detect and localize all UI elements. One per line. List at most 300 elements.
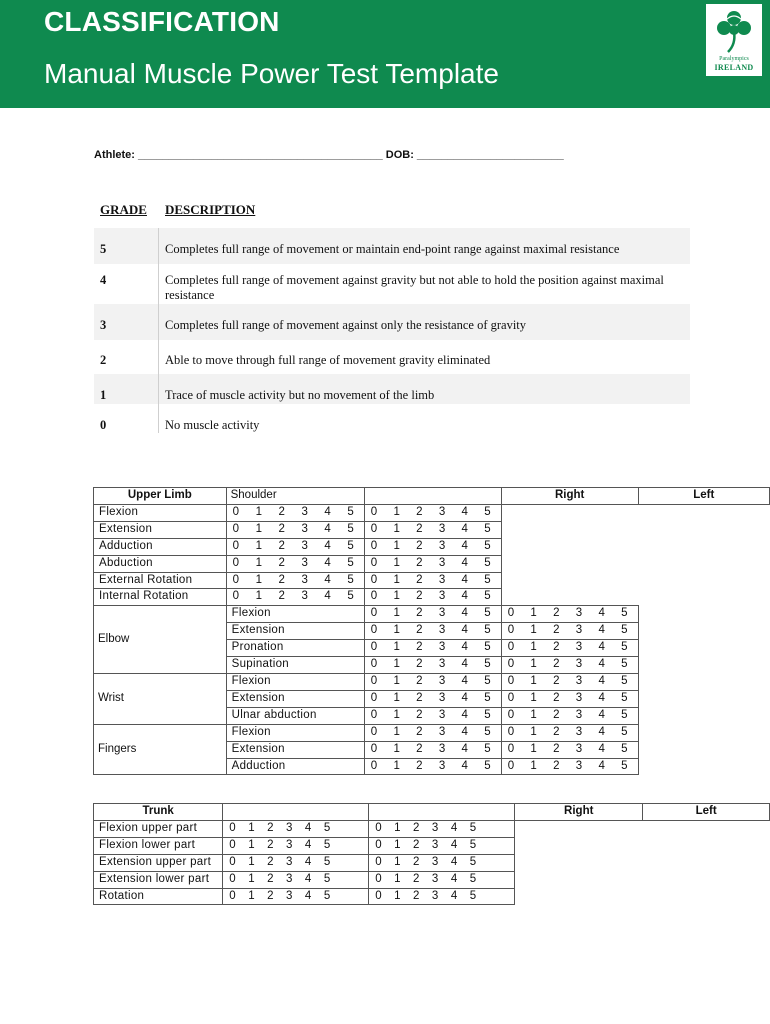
score-option[interactable]: 2 [416, 539, 423, 552]
score-option[interactable]: 0 [370, 641, 378, 654]
score-option[interactable]: 4 [598, 674, 605, 687]
score-option[interactable]: 2 [416, 573, 423, 586]
score-option[interactable]: 2 [416, 691, 423, 704]
score-option[interactable]: 5 [621, 641, 628, 654]
grade-header: GRADE [100, 202, 147, 217]
score-option[interactable]: 0 [370, 505, 378, 518]
score-option[interactable]: 5 [323, 821, 331, 834]
score-option[interactable]: 0 [507, 624, 515, 637]
score-option[interactable]: 1 [530, 759, 537, 772]
score-option[interactable]: 4 [461, 573, 468, 586]
score-option[interactable]: 4 [461, 556, 468, 569]
score-option[interactable]: 5 [347, 522, 354, 535]
grade-row [94, 404, 690, 434]
score-options [226, 572, 364, 589]
table-row [94, 521, 770, 538]
score-option[interactable]: 3 [438, 674, 446, 687]
score-option[interactable]: 2 [278, 590, 285, 603]
logo-text-ireland: IRELAND [714, 63, 754, 72]
movement-label: Extension [226, 623, 364, 640]
score-option[interactable]: 3 [286, 838, 293, 851]
score-option[interactable]: 0 [375, 838, 382, 851]
score-option[interactable]: 3 [431, 889, 439, 902]
score-option[interactable]: 3 [575, 607, 583, 620]
score-option[interactable]: 3 [438, 624, 446, 637]
score-option[interactable]: 0 [370, 759, 378, 772]
movement-label: External Rotation [94, 572, 227, 589]
score-option[interactable]: 4 [461, 522, 468, 535]
grade-description: Completes full range of movement or maintain end-point range against maximal resistance [165, 242, 620, 256]
score-option[interactable]: 0 [507, 641, 515, 654]
score-option[interactable]: 4 [461, 691, 468, 704]
score-option[interactable]: 0 [507, 658, 515, 671]
score-options [369, 854, 515, 871]
score-option[interactable]: 0 [507, 759, 515, 772]
score-option[interactable]: 3 [438, 522, 446, 535]
score-option[interactable]: 3 [286, 855, 293, 868]
score-option[interactable]: 4 [598, 607, 605, 620]
score-option[interactable]: 3 [301, 590, 308, 603]
score-options [364, 589, 501, 606]
score-option[interactable]: 3 [438, 658, 446, 671]
score-option[interactable]: 5 [347, 539, 354, 552]
score-option[interactable]: 5 [484, 708, 491, 721]
score-option[interactable]: 1 [530, 607, 537, 620]
score-option[interactable]: 0 [232, 539, 240, 552]
score-option[interactable]: 1 [248, 855, 255, 868]
score-option[interactable]: 5 [323, 872, 331, 885]
score-option[interactable]: 2 [416, 708, 423, 721]
score-option[interactable]: 2 [553, 607, 560, 620]
score-option[interactable]: 1 [255, 573, 262, 586]
paralympics-ireland-logo [706, 4, 762, 76]
score-option[interactable]: 1 [393, 658, 400, 671]
score-option[interactable]: 4 [461, 624, 468, 637]
score-option[interactable]: 0 [229, 821, 236, 834]
score-option[interactable]: 3 [575, 674, 583, 687]
score-option[interactable]: 3 [438, 725, 446, 738]
grade-value: 0 [100, 418, 107, 432]
score-option[interactable]: 1 [393, 708, 400, 721]
score-option[interactable]: 2 [416, 674, 423, 687]
score-option[interactable]: 4 [461, 658, 468, 671]
score-options [226, 589, 364, 606]
score-option[interactable]: 2 [416, 556, 423, 569]
score-options [369, 820, 515, 837]
score-option[interactable]: 2 [553, 725, 560, 738]
score-option[interactable]: 1 [393, 590, 400, 603]
score-option[interactable]: 1 [393, 505, 400, 518]
score-option[interactable]: 4 [324, 590, 331, 603]
score-option[interactable]: 5 [621, 759, 628, 772]
shamrock-icon [714, 8, 754, 54]
score-option[interactable]: 1 [530, 691, 537, 704]
score-option[interactable]: 1 [394, 855, 401, 868]
score-option[interactable]: 4 [598, 691, 605, 704]
score-option[interactable]: 5 [347, 590, 354, 603]
score-option[interactable]: 5 [469, 872, 477, 885]
score-option[interactable]: 2 [278, 522, 285, 535]
score-option[interactable]: 2 [553, 674, 560, 687]
score-option[interactable]: 2 [413, 855, 420, 868]
score-option[interactable]: 5 [484, 590, 491, 603]
grade-row [94, 304, 690, 340]
score-option[interactable]: 5 [323, 855, 331, 868]
score-option[interactable]: 0 [370, 522, 378, 535]
score-option[interactable]: 2 [553, 641, 560, 654]
score-option[interactable]: 3 [431, 872, 439, 885]
score-option[interactable]: 1 [248, 889, 255, 902]
joint-elbow: Elbow [94, 606, 227, 674]
score-option[interactable]: 5 [469, 889, 477, 902]
score-option[interactable]: 0 [507, 691, 515, 704]
score-option[interactable]: 3 [301, 522, 308, 535]
score-option[interactable]: 4 [461, 759, 468, 772]
score-option[interactable]: 4 [450, 821, 458, 834]
score-option[interactable]: 5 [621, 708, 628, 721]
score-option[interactable]: 0 [507, 742, 515, 755]
score-option[interactable]: 3 [438, 539, 446, 552]
score-option[interactable]: 5 [621, 725, 628, 738]
score-option[interactable]: 4 [324, 505, 331, 518]
score-option[interactable]: 2 [416, 624, 423, 637]
score-option[interactable]: 2 [553, 658, 560, 671]
score-option[interactable]: 2 [413, 872, 420, 885]
score-option[interactable]: 2 [278, 539, 285, 552]
score-option[interactable]: 4 [304, 855, 312, 868]
table-row [94, 538, 770, 555]
score-option[interactable]: 1 [393, 641, 400, 654]
score-option[interactable]: 4 [598, 708, 605, 721]
score-option[interactable]: 0 [232, 505, 240, 518]
score-option[interactable]: 3 [438, 505, 446, 518]
score-option[interactable]: 4 [461, 590, 468, 603]
score-option[interactable]: 3 [575, 742, 583, 755]
score-option[interactable]: 3 [438, 607, 446, 620]
score-option[interactable]: 1 [530, 725, 537, 738]
score-option[interactable]: 5 [469, 821, 477, 834]
score-option[interactable]: 5 [621, 607, 628, 620]
score-option[interactable]: 0 [370, 674, 378, 687]
score-option[interactable]: 3 [438, 759, 446, 772]
score-option[interactable]: 1 [393, 573, 400, 586]
score-option[interactable]: 2 [267, 855, 274, 868]
score-option[interactable]: 2 [413, 838, 420, 851]
score-option[interactable]: 5 [484, 522, 491, 535]
score-option[interactable]: 4 [324, 522, 331, 535]
score-option[interactable]: 3 [438, 708, 446, 721]
score-option[interactable]: 1 [255, 539, 262, 552]
score-option[interactable]: 0 [375, 889, 382, 902]
score-option[interactable]: 0 [370, 539, 378, 552]
grade-description: Able to move through full range of movement gravity eliminated [165, 353, 491, 367]
score-option[interactable]: 1 [393, 725, 400, 738]
score-option[interactable]: 4 [461, 708, 468, 721]
score-option[interactable]: 1 [248, 838, 255, 851]
table-row [94, 555, 770, 572]
score-option[interactable]: 5 [484, 742, 491, 755]
score-option[interactable]: 5 [323, 889, 331, 902]
score-option[interactable]: 3 [438, 742, 446, 755]
score-option[interactable]: 3 [286, 821, 293, 834]
score-option[interactable]: 1 [530, 624, 537, 637]
score-option[interactable]: 5 [484, 691, 491, 704]
score-option[interactable]: 0 [229, 855, 236, 868]
score-option[interactable]: 4 [450, 855, 458, 868]
table-row [94, 572, 770, 589]
score-option[interactable]: 3 [575, 759, 583, 772]
score-option[interactable]: 4 [461, 505, 468, 518]
right-header: Right [501, 488, 638, 505]
score-option[interactable]: 1 [530, 641, 537, 654]
score-option[interactable]: 4 [450, 838, 458, 851]
score-option[interactable]: 2 [267, 838, 274, 851]
score-option[interactable]: 5 [484, 658, 491, 671]
score-option[interactable]: 2 [416, 759, 423, 772]
score-option[interactable]: 1 [393, 674, 400, 687]
score-option[interactable]: 0 [370, 607, 378, 620]
score-option[interactable]: 0 [370, 742, 378, 755]
score-option[interactable]: 2 [416, 742, 423, 755]
score-option[interactable]: 0 [507, 725, 515, 738]
score-options [501, 657, 638, 674]
left-header: Left [638, 488, 769, 505]
score-option[interactable]: 3 [301, 573, 308, 586]
score-option[interactable]: 3 [301, 539, 308, 552]
grade-column-divider [158, 228, 159, 433]
score-option[interactable]: 1 [248, 821, 255, 834]
score-option[interactable]: 0 [375, 872, 382, 885]
score-option[interactable]: 0 [229, 872, 236, 885]
grade-description: No muscle activity [165, 418, 260, 432]
score-option[interactable]: 0 [370, 590, 378, 603]
score-option[interactable]: 5 [484, 505, 491, 518]
score-option[interactable]: 1 [394, 872, 401, 885]
score-option[interactable]: 1 [393, 522, 400, 535]
score-option[interactable]: 3 [575, 641, 583, 654]
grade-value: 3 [100, 318, 107, 332]
score-option[interactable]: 2 [553, 759, 560, 772]
score-option[interactable]: 0 [507, 607, 515, 620]
score-option[interactable]: 5 [484, 641, 491, 654]
score-option[interactable]: 2 [553, 691, 560, 704]
score-option[interactable]: 3 [438, 590, 446, 603]
score-option[interactable]: 5 [621, 658, 628, 671]
score-option[interactable]: 2 [278, 505, 285, 518]
movement-label: Adduction [226, 758, 364, 775]
upper-limb-table [93, 487, 770, 775]
score-options [226, 521, 364, 538]
score-option[interactable]: 4 [324, 573, 331, 586]
score-option[interactable]: 2 [416, 607, 423, 620]
score-option[interactable]: 3 [438, 556, 446, 569]
score-option[interactable]: 4 [598, 658, 605, 671]
score-option[interactable]: 5 [484, 607, 491, 620]
score-option[interactable]: 4 [598, 624, 605, 637]
score-option[interactable]: 5 [484, 573, 491, 586]
score-option[interactable]: 2 [267, 821, 274, 834]
score-option[interactable]: 1 [393, 556, 400, 569]
score-option[interactable]: 3 [301, 505, 308, 518]
score-option[interactable]: 5 [621, 624, 628, 637]
score-option[interactable]: 4 [461, 607, 468, 620]
score-option[interactable]: 2 [278, 573, 285, 586]
score-options [501, 758, 638, 775]
score-option[interactable]: 0 [232, 556, 240, 569]
score-option[interactable]: 2 [413, 889, 420, 902]
score-option[interactable]: 3 [431, 855, 439, 868]
score-option[interactable]: 5 [347, 505, 354, 518]
score-option[interactable]: 1 [393, 607, 400, 620]
score-option[interactable]: 2 [416, 590, 423, 603]
score-option[interactable]: 2 [416, 505, 423, 518]
score-option[interactable]: 5 [484, 556, 491, 569]
score-option[interactable]: 5 [621, 691, 628, 704]
grade-row [94, 264, 690, 304]
score-option[interactable]: 1 [255, 556, 262, 569]
score-option[interactable]: 5 [484, 725, 491, 738]
score-option[interactable]: 1 [394, 838, 401, 851]
score-option[interactable]: 4 [304, 821, 312, 834]
score-option[interactable]: 4 [324, 539, 331, 552]
score-option[interactable]: 1 [394, 821, 401, 834]
score-option[interactable]: 4 [598, 759, 605, 772]
score-option[interactable]: 1 [393, 624, 400, 637]
score-option[interactable]: 5 [621, 742, 628, 755]
score-option[interactable]: 4 [598, 725, 605, 738]
region-upper-limb: Upper Limb [94, 488, 227, 505]
score-option[interactable]: 0 [375, 821, 382, 834]
score-option[interactable]: 4 [461, 742, 468, 755]
score-option[interactable]: 5 [347, 556, 354, 569]
score-option[interactable]: 1 [248, 872, 255, 885]
score-option[interactable]: 1 [393, 691, 400, 704]
score-option[interactable]: 3 [431, 821, 439, 834]
score-option[interactable]: 1 [255, 590, 262, 603]
score-option[interactable]: 3 [301, 556, 308, 569]
score-option[interactable]: 2 [278, 556, 285, 569]
score-option[interactable]: 1 [530, 708, 537, 721]
score-option[interactable]: 3 [438, 573, 446, 586]
grade-value: 2 [100, 353, 107, 367]
score-option[interactable]: 4 [304, 838, 312, 851]
score-option[interactable]: 0 [370, 708, 378, 721]
grade-row [94, 340, 690, 374]
score-options [223, 820, 369, 837]
score-option[interactable]: 3 [286, 872, 293, 885]
score-option[interactable]: 2 [413, 821, 420, 834]
score-option[interactable]: 2 [416, 658, 423, 671]
score-option[interactable]: 3 [575, 725, 583, 738]
score-options [364, 640, 501, 657]
score-option[interactable]: 1 [393, 742, 400, 755]
score-option[interactable]: 3 [575, 691, 583, 704]
score-option[interactable]: 0 [507, 674, 515, 687]
movement-label: Flexion [226, 673, 364, 690]
score-option[interactable]: 1 [255, 522, 262, 535]
score-option[interactable]: 2 [416, 522, 423, 535]
score-option[interactable]: 4 [461, 539, 468, 552]
score-option[interactable]: 2 [416, 641, 423, 654]
score-option[interactable]: 3 [575, 708, 583, 721]
score-option[interactable]: 4 [461, 674, 468, 687]
right-header: Right [515, 804, 643, 821]
score-option[interactable]: 0 [375, 855, 382, 868]
score-option[interactable]: 4 [304, 889, 312, 902]
score-option[interactable]: 3 [438, 641, 446, 654]
score-option[interactable]: 0 [507, 708, 515, 721]
score-option[interactable]: 5 [323, 838, 331, 851]
score-option[interactable]: 3 [286, 889, 293, 902]
score-options [223, 854, 369, 871]
score-option[interactable]: 5 [469, 855, 477, 868]
score-option[interactable]: 0 [370, 691, 378, 704]
score-option[interactable]: 0 [229, 889, 236, 902]
score-option[interactable]: 5 [469, 838, 477, 851]
score-option[interactable]: 0 [370, 556, 378, 569]
score-option[interactable]: 4 [461, 641, 468, 654]
score-option[interactable]: 1 [530, 674, 537, 687]
score-option[interactable]: 5 [347, 573, 354, 586]
score-option[interactable]: 0 [229, 838, 236, 851]
score-option[interactable]: 1 [394, 889, 401, 902]
score-option[interactable]: 3 [575, 658, 583, 671]
logo-text-paralympics: Paralympics [719, 56, 749, 62]
score-option[interactable]: 0 [232, 590, 240, 603]
score-option[interactable]: 5 [484, 759, 491, 772]
score-option[interactable]: 0 [232, 573, 240, 586]
score-option[interactable]: 2 [553, 624, 560, 637]
grade-row [94, 228, 690, 264]
score-option[interactable]: 4 [598, 641, 605, 654]
score-option[interactable]: 2 [416, 725, 423, 738]
table-row [94, 820, 770, 837]
score-option[interactable]: 4 [450, 889, 458, 902]
score-option[interactable]: 1 [530, 742, 537, 755]
score-option[interactable]: 1 [255, 505, 262, 518]
score-option[interactable]: 4 [304, 872, 312, 885]
trunk-table [93, 803, 770, 905]
score-option[interactable]: 5 [484, 624, 491, 637]
athlete-dob-line: Athlete: ________________________________________ DOB: ________________________ [94, 149, 564, 161]
score-option[interactable]: 2 [267, 872, 274, 885]
score-option[interactable]: 4 [461, 725, 468, 738]
score-option[interactable]: 0 [370, 658, 378, 671]
score-option[interactable]: 3 [431, 838, 439, 851]
score-option[interactable]: 0 [370, 573, 378, 586]
score-option[interactable]: 2 [267, 889, 274, 902]
movement-label: Internal Rotation [94, 589, 227, 606]
score-option[interactable]: 1 [393, 539, 400, 552]
score-option[interactable]: 5 [484, 674, 491, 687]
score-option[interactable]: 2 [553, 708, 560, 721]
table-row [94, 724, 770, 741]
score-option[interactable]: 3 [575, 624, 583, 637]
score-option[interactable]: 1 [393, 759, 400, 772]
score-option[interactable]: 0 [232, 522, 240, 535]
score-option[interactable]: 4 [598, 742, 605, 755]
score-option[interactable]: 2 [553, 742, 560, 755]
movement-label: Flexion [226, 724, 364, 741]
score-option[interactable]: 5 [621, 674, 628, 687]
score-option[interactable]: 3 [438, 691, 446, 704]
score-option[interactable]: 5 [484, 539, 491, 552]
score-option[interactable]: 4 [450, 872, 458, 885]
score-option[interactable]: 4 [324, 556, 331, 569]
score-option[interactable]: 0 [370, 725, 378, 738]
score-option[interactable]: 0 [370, 624, 378, 637]
score-option[interactable]: 1 [530, 658, 537, 671]
